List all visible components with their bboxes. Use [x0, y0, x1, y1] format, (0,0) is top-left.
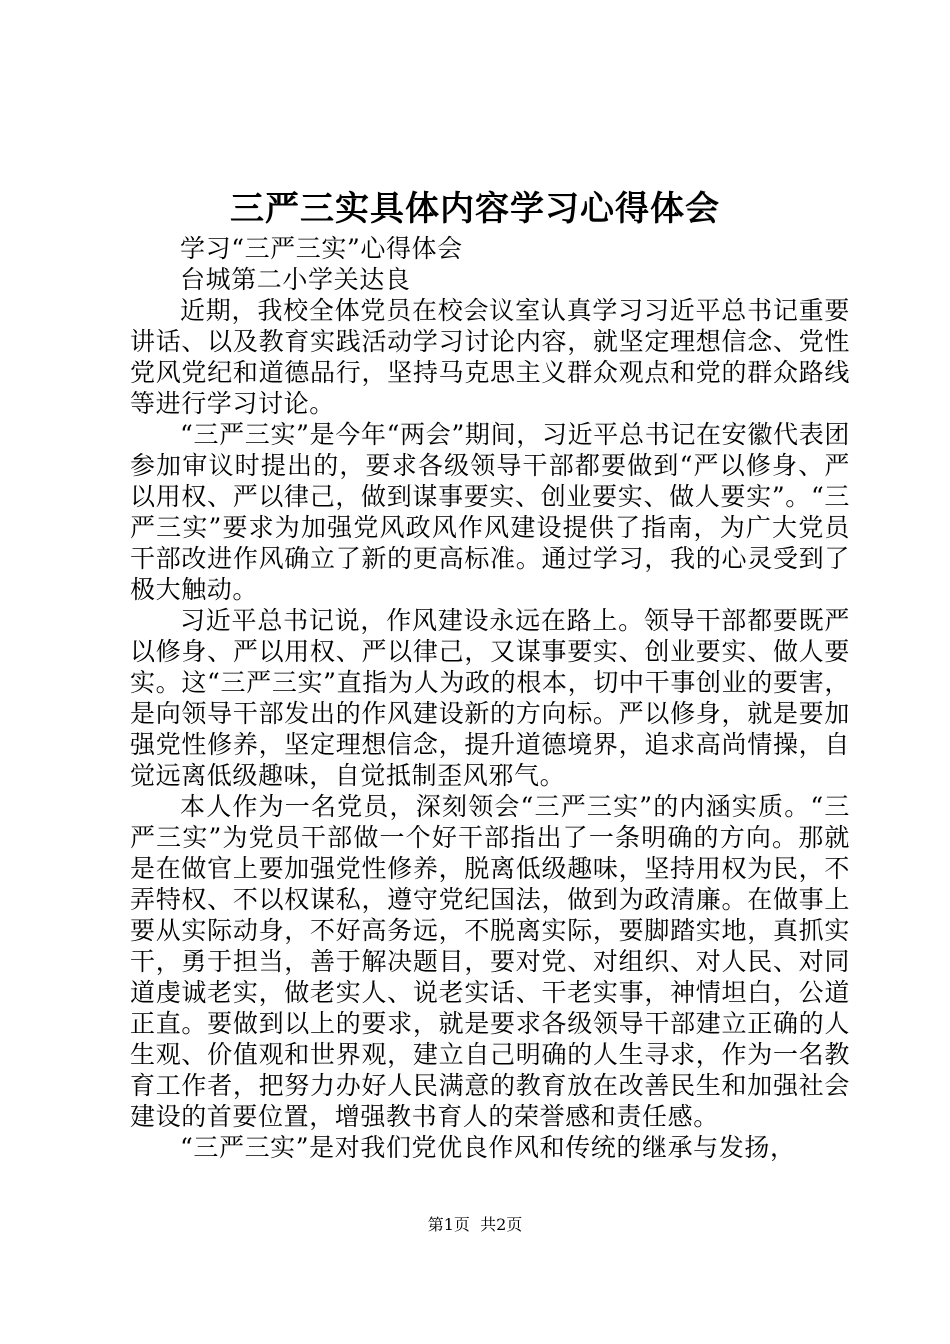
subtitle-paragraph: 学习“三严三实”心得体会: [180, 234, 463, 263]
document-body: [130, 233, 850, 1163]
body-paragraph: 近期，我校全体党员在校会议室认真学习习近平总书记重要讲话、以及教育实践活动学习讨论内容，就坚定理想信念、党性党风党纪和道德品行，坚持马克思主义群众观点和党的群众路线等进行学习讨论。: [130, 296, 850, 418]
body-paragraph: “三严三实”是对我们党优良作风和传统的继承与发扬，: [180, 1133, 796, 1162]
document-title: 三严三实具体内容学习心得体会: [230, 189, 720, 229]
page-number: 第1页: [427, 1215, 470, 1234]
author-paragraph: 台城第二小学关达良: [180, 265, 411, 294]
body-paragraph: 本人作为一名党员，深刻领会“三严三实”的内涵实质。“三严三实”为党员干部做一个好干部指出了一条明确的方向。那就是在做官上要加强党性修养，脱离低级趣味，坚持用权为民，不弄特权、不以权谋私，遵守党纪国法，做到为政清廉。在做事上要从实际动身，不好高务远，不脱离实际，要脚踏实地，真抓实干，勇于担当，善于解决题目，要对党、对组织、对人民、对同道虔诚老实，做老实人、说老实话、干老实事，神情坦白，公道正直。要做到以上的要求，就是要求各级领导干部建立正确的人生观、价值观和世界观，建立自己明确的人生寻求，作为一名教育工作者，把努力办好人民满意的教育放在改善民生和加强社会建设的首要位置，增强教书育人的荣誉感和责任感。: [130, 792, 850, 1131]
page-total: 共2页: [480, 1215, 523, 1234]
body-paragraph: “三严三实”是今年“两会”期间，习近平总书记在安徽代表团参加审议时提出的，要求各级领导干部都要做到“严以修身、严以用权、严以律己，做到谋事要实、创业要实、做人要实”。“三严三实”要求为加强党风政风作风建设提供了指南，为广大党员干部改进作风确立了新的更高标准。通过学习，我的心灵受到了极大触动。: [130, 420, 850, 604]
page-footer: [0, 1214, 950, 1236]
body-paragraph: 习近平总书记说，作风建设永远在路上。领导干部都要既严以修身、严以用权、严以律己，又谋事要实、创业要实、做人要实。这“三严三实”直指为人为政的根本，切中干事创业的要害，是向领导干部发出的作风建设新的方向标。严以修身，就是要加强党性修养，坚定理想信念，提升道德境界，追求高尚情操，自觉远离低级趣味，自觉抵制歪风邪气。: [130, 606, 850, 790]
